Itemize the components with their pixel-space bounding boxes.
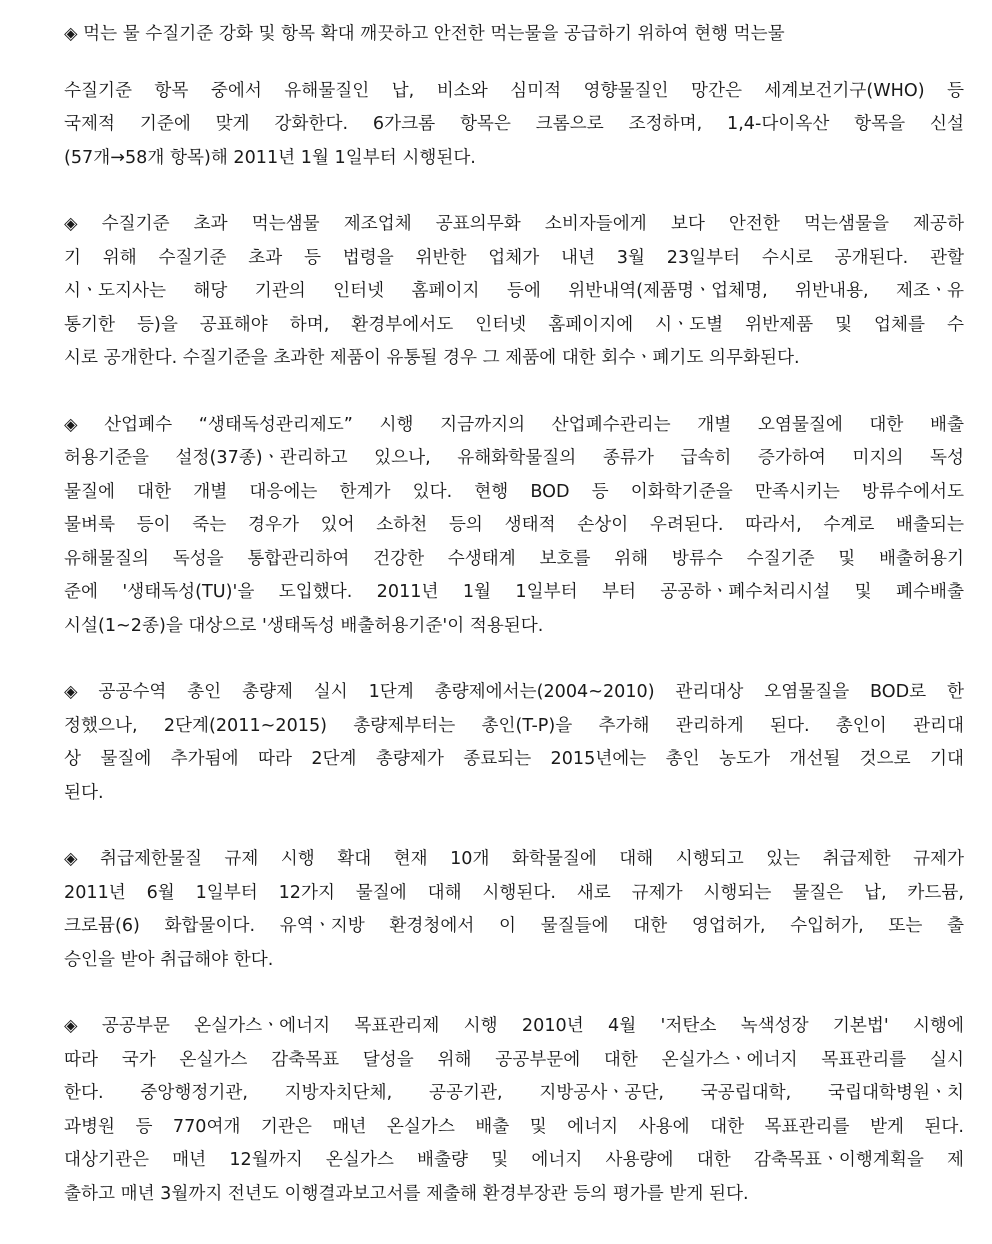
paragraph-total-phosphorus (64, 676, 964, 810)
text-line: 준에 '생태독성(TU)'을 도입했다. 2011년 1월 1일부터 부터 공공하ㆍ폐수처리시설 및 폐수배출 (64, 582, 964, 602)
text-line: 시로 공개한다. 수질기준을 초과한 제품이 유통될 경우 그 제품에 대한 회수ㆍ폐기도 의무화된다. (64, 348, 800, 368)
text-line: 과병원 등 770여개 기관은 매년 온실가스 배출 및 에너지 사용에 대한 목표관리를 받게 된다. (64, 1116, 964, 1137)
text-line: 정했으나, 2단계(2011~2015) 총량제부터는 총인(T-P)을 추가해 관리하게 된다. 총인이 관리대 (64, 715, 964, 736)
paragraph-drinking-water-header (64, 18, 964, 52)
text-line: ◈ 산업폐수 “생태독성관리제도” 시행 지금까지의 산업폐수관리는 개별 오염물질에 대한 배출 (64, 414, 964, 435)
text-line: 물질에 대한 개별 대응에는 한계가 있다. 현행 BOD 등 이화학기준을 만족시키는 방류수에서도 (64, 481, 964, 502)
text-line: 물벼룩 등이 죽는 경우가 있어 소하천 등의 생태적 손상이 우려된다. 따라서, 수계로 배출되는 (64, 515, 964, 535)
text-line: ◈ 먹는 물 수질기준 강화 및 항목 확대 깨끗하고 안전한 먹는물을 공급하기 위하여 현행 먹는물 (64, 24, 785, 44)
document-page (64, 18, 964, 1244)
text-line: 시설(1~2종)을 대상으로 '생태독성 배출허용기준'이 적용된다. (64, 615, 544, 636)
text-line: 수질기준 항목 중에서 유해물질인 납, 비소와 심미적 영향물질인 망간은 세계보건기구(WHO) 등 (64, 80, 964, 101)
text-line: 유해물질의 독성을 통합관리하여 건강한 수생태계 보호를 위해 방류수 수질기준 및 배출허용기 (64, 548, 964, 569)
text-line: 된다. (64, 782, 104, 803)
paragraph-restricted-substances (64, 843, 964, 977)
text-line: 허용기준을 설정(37종)ㆍ관리하고 있으나, 유해화학물질의 종류가 급속히 증가하여 미지의 독성 (64, 448, 964, 468)
text-line: 크로뮴(6) 화합물이다. 유역ㆍ지방 환경청에서 이 물질들에 대한 영업허가, 수입허가, 또는 출 (64, 916, 964, 936)
text-line: 국제적 기준에 맞게 강화한다. 6가크롬 항목은 크롬으로 조정하며, 1,4-다이옥산 항목을 신설 (64, 114, 964, 134)
paragraph-drinking-water-body (64, 75, 964, 176)
paragraph-greenhouse-gas (64, 1010, 964, 1211)
text-line: 출하고 매년 3월까지 전년도 이행결과보고서를 제출해 환경부장관 등의 평가를 받게 된다. (64, 1183, 749, 1204)
text-line: (57개→58개 항목)해 2011년 1월 1일부터 시행된다. (64, 147, 476, 168)
paragraph-industrial-wastewater (64, 409, 964, 644)
text-line: 기 위해 수질기준 초과 등 법령을 위반한 업체가 내년 3월 23일부터 수시로 공개된다. 관할 (64, 247, 964, 268)
text-line: 상 물질에 추가됨에 따라 2단계 총량제가 종료되는 2015년에는 총인 농도가 개선될 것으로 기대 (64, 749, 964, 769)
text-line: ◈ 공공부문 온실가스ㆍ에너지 목표관리제 시행 2010년 4월 '저탄소 녹색성장 기본법' 시행에 (64, 1016, 964, 1036)
paragraph-bottled-water (64, 208, 964, 376)
text-line: 따라 국가 온실가스 감축목표 달성을 위해 공공부문에 대한 온실가스ㆍ에너지 목표관리를 실시 (64, 1049, 964, 1070)
text-line: ◈ 공공수역 총인 총량제 실시 1단계 총량제에서는(2004~2010) 관리대상 오염물질을 BOD로 한 (64, 682, 964, 702)
text-line: 2011년 6월 1일부터 12가지 물질에 대해 시행된다. 새로 규제가 시행되는 물질은 납, 카드뮴, (64, 882, 964, 903)
text-line: 통기한 등)을 공표해야 하며, 환경부에서도 인터넷 홈페이지에 시ㆍ도별 위반제품 및 업체를 수 (64, 314, 964, 335)
text-line: ◈ 수질기준 초과 먹는샘물 제조업체 공표의무화 소비자들에게 보다 안전한 먹는샘물을 제공하 (64, 214, 964, 234)
text-line: 대상기관은 매년 12월까지 온실가스 배출량 및 에너지 사용량에 대한 감축목표ㆍ이행계획을 제 (64, 1150, 964, 1170)
text-line: 승인을 받아 취급해야 한다. (64, 949, 274, 970)
text-line: ◈ 취급제한물질 규제 시행 확대 현재 10개 화학물질에 대해 시행되고 있는 취급제한 규제가 (64, 849, 964, 869)
text-line: 시ㆍ도지사는 해당 기관의 인터넷 홈페이지 등에 위반내역(제품명ㆍ업체명, 위반내용, 제조ㆍ유 (64, 281, 964, 301)
text-line: 한다. 중앙행정기관, 지방자치단체, 공공기관, 지방공사ㆍ공단, 국공립대학, 국립대학병원ㆍ치 (64, 1083, 964, 1103)
